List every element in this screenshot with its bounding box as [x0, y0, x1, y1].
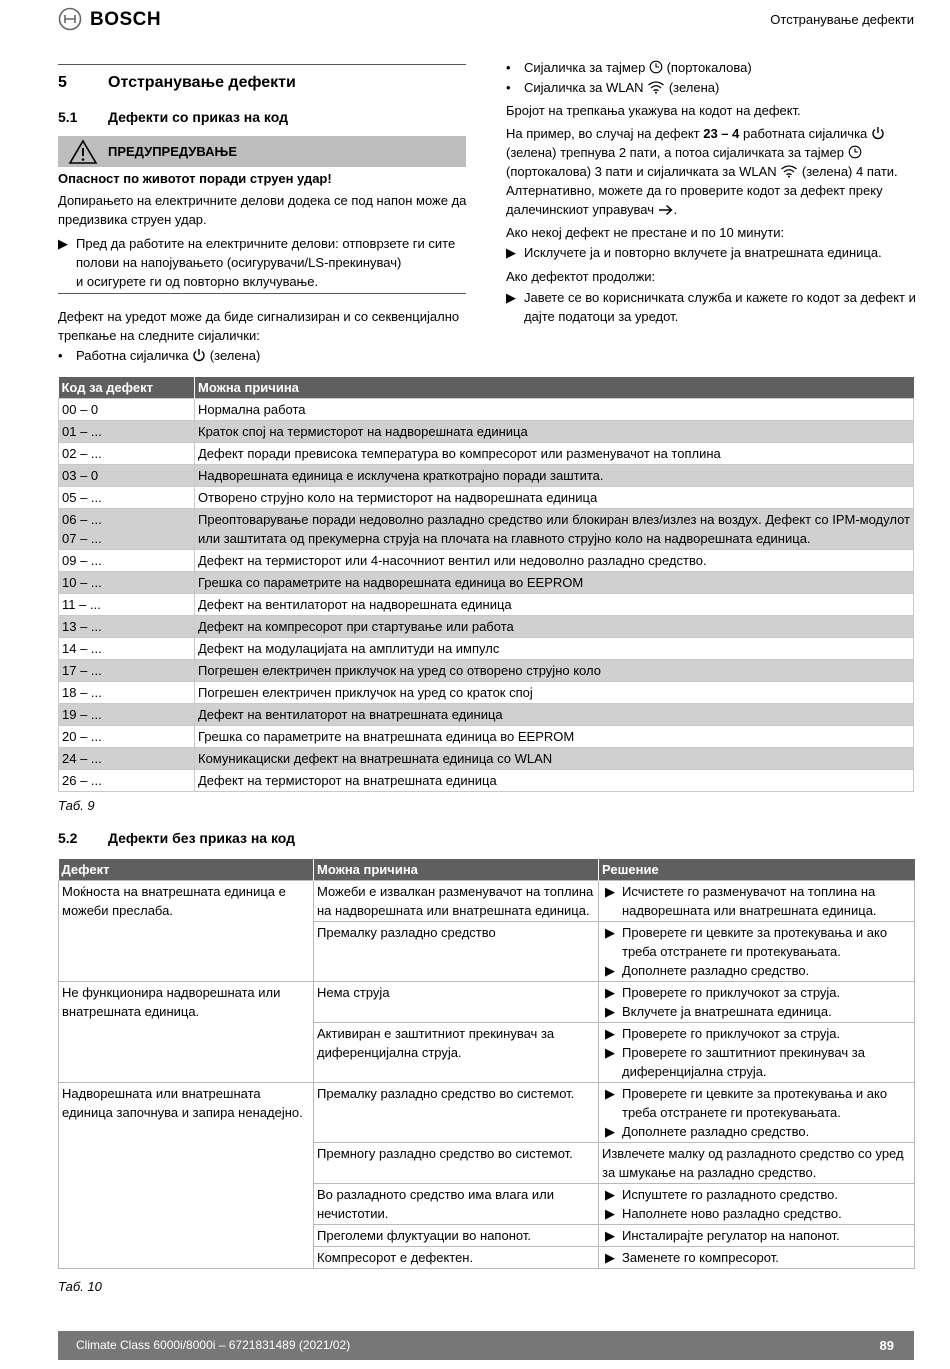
solution-cell: Извлечете малку од разладното средство со уред за шмукање на разладно средство.: [599, 1143, 915, 1184]
fault-code: 11 – ...: [59, 594, 195, 616]
fault-no-code-table: [58, 859, 915, 1269]
wlan-icon: [647, 80, 665, 94]
wlan-icon: [780, 164, 798, 178]
warning-text: Допирањето на електричните делови додека се под напон може да предизвика струен удар.: [58, 193, 467, 227]
solution-cell: ▶ Заменете го компресорот.: [599, 1247, 915, 1269]
section-rule: [58, 64, 466, 65]
solution-cell: ▶ Проверете го приклучокот за струја. ▶ Проверете го заштитниот прекинувач за диференцијална струја.: [599, 1023, 915, 1083]
fault-code: 24 – ...: [59, 748, 195, 770]
solution-cell: ▶ Проверете го приклучокот за струја. ▶ Вклучете ја внатрешната единица.: [599, 982, 915, 1023]
warning-end-rule: [58, 293, 466, 294]
fault-code: 02 – ...: [59, 443, 195, 465]
lamp-timer-item: • Сијаличка за тајмер (портокалова): [506, 60, 752, 75]
lamp-work-item: • Работна сијаличка (зелена): [58, 348, 261, 363]
table-row: [59, 704, 914, 726]
table-row: [59, 881, 915, 922]
section-5-1-heading: 5.1 Дефекти со приказ на код: [58, 109, 289, 125]
fault-cause: Дефект на компресорот при стартување или работа: [195, 616, 914, 638]
table-row: [59, 443, 914, 465]
column-header-code: Код за дефект: [59, 377, 195, 399]
table-row: [59, 748, 914, 770]
fault-code: 10 – ...: [59, 572, 195, 594]
lamp-wlan-item: • Сијаличка за WLAN (зелена): [506, 80, 720, 95]
table-row: [59, 770, 914, 792]
table-row: [59, 550, 914, 572]
power-icon: [192, 348, 206, 362]
fault-code: 26 – ...: [59, 770, 195, 792]
timer-icon: [649, 60, 663, 74]
if-persist-text: Ако некој дефект не престане и по 10 минути:: [506, 225, 785, 240]
warning-headline: Опасност по животот поради струен удар!: [58, 171, 332, 186]
fault-code: 13 – ...: [59, 616, 195, 638]
table-row: [59, 682, 914, 704]
table-9-caption: Таб. 9: [58, 798, 95, 813]
solution-cell: ▶ Испуштете го разладното средство. ▶ Наполнете ново разладно средство.: [599, 1184, 915, 1225]
fault-code: 20 – ...: [59, 726, 195, 748]
column-header-cause: Можна причина: [314, 859, 599, 881]
solution-cell: ▶ Исчистете го разменувачот на топлина на надворешната или внатрешната единица.: [599, 881, 915, 922]
step-restart: ▶ Исклучете ја и повторно вклучете ја внатрешната единица.: [506, 245, 882, 260]
fault-cause: Комуникациски дефект на внатрешната единица со WLAN: [195, 748, 914, 770]
table-row: [59, 572, 914, 594]
fault-cause: Дефект поради превисока температура во компресорот или разменувачот на топлина: [195, 443, 914, 465]
table-row: [59, 660, 914, 682]
table-row: [59, 465, 914, 487]
footer-bar: [58, 1331, 914, 1360]
fault-cause: Погрешен електричен приклучок на уред со отворено струјно коло: [195, 660, 914, 682]
intro-line-2: трепкање на следните сијалички:: [58, 328, 260, 343]
fault-code: 06 – ... 07 – ...: [59, 509, 195, 550]
fault-code: 00 – 0: [59, 399, 195, 421]
section-5-2-heading: 5.2 Дефекти без приказ на код: [58, 830, 296, 846]
table-row: [59, 982, 915, 1023]
intro-line-1: Дефект на уредот може да биде сигнализиран и со секвенцијално: [58, 309, 460, 324]
fault-cause: Преоптоварување поради недоволно разладно средство или блокиран влез/излез на воздух. Дефект со IPM-модулот или заштитата од прекумерна струја на плочата на главното струјно коло на надворешната единица.: [195, 509, 914, 550]
solution-cell: ▶ Инсталирајте регулатор на напонот.: [599, 1225, 915, 1247]
table-10-caption: Таб. 10: [58, 1279, 102, 1294]
defect-cell: Не функционира надворешната или внатрешната единица.: [59, 982, 314, 1083]
fault-code: 19 – ...: [59, 704, 195, 726]
example-paragraph: На пример, во случај на дефект 23 – 4 работната сијаличка (зелена) трепнува 2 пати, а потоа сијаличката за тајмер (портокалова) 3 пати и сијаличката за WLAN (зелена) 4 пати. Алтернативно, можете да го проверите кодот за дефект преку далечинскиот управувач .: [506, 126, 898, 217]
blink-text: Бројот на трепкања укажува на кодот на дефект.: [506, 103, 801, 118]
fault-code: 05 – ...: [59, 487, 195, 509]
column-header-solution: Решение: [599, 859, 915, 881]
fault-cause: Надворешната единица е исклучена краткотрајно поради заштита.: [195, 465, 914, 487]
table-row: [59, 594, 914, 616]
cause-cell: Нема струја: [314, 982, 599, 1023]
warning-step: ▶ Пред да работите на електричните делови: отповрзете ги сите полови на напојувањето (осигурувачи/LS-прекинувач) и осигурете ги од повторно вклучување.: [58, 236, 456, 289]
table-row: [59, 399, 914, 421]
power-icon: [871, 126, 885, 140]
fault-code: 01 – ...: [59, 421, 195, 443]
cause-cell: Во разладното средство има влага или нечистотии.: [314, 1184, 599, 1225]
step-call-service: ▶ Јавете се во корисничката служба и кажете го кодот за дефект и дајте податоци за уредот.: [506, 290, 916, 324]
table-row: [59, 726, 914, 748]
warning-triangle-icon: [68, 139, 98, 165]
table-header-row: [59, 377, 914, 399]
column-header-defect: Дефект: [59, 859, 314, 881]
table-header-row: [59, 859, 915, 881]
fault-code: 17 – ...: [59, 660, 195, 682]
fault-cause: Дефект на вентилаторот на надворешната единица: [195, 594, 914, 616]
section-5-heading: 5 Отстранување дефекти: [58, 74, 296, 91]
fault-cause: Дефект на термисторот на внатрешната единица: [195, 770, 914, 792]
fault-code: 09 – ...: [59, 550, 195, 572]
fault-cause: Погрешен електричен приклучок на уред со краток спој: [195, 682, 914, 704]
fault-code: 18 – ...: [59, 682, 195, 704]
fault-code: 14 – ...: [59, 638, 195, 660]
cause-cell: Премалку разладно средство во системот.: [314, 1083, 599, 1143]
fault-cause: Грешка со параметрите на надворешната единица во EEPROM: [195, 572, 914, 594]
fault-code-table: [58, 377, 914, 792]
column-header-cause: Можна причина: [195, 377, 914, 399]
defect-cell: Надворешната или внатрешната единица започнува и запира ненадејно.: [59, 1083, 314, 1269]
table-row: [59, 487, 914, 509]
fault-cause: Грешка со параметрите на внатрешната единица во EEPROM: [195, 726, 914, 748]
fault-cause: Дефект на модулацијата на амплитуди на импулс: [195, 638, 914, 660]
cause-cell: Премалку разладно средство: [314, 922, 599, 982]
cause-cell: Премногу разладно средство во системот.: [314, 1143, 599, 1184]
solution-cell: ▶ Проверете ги цевките за протекувања и ако треба отстранете ги протекувањата. ▶ Дополнете разладно средство.: [599, 1083, 915, 1143]
table-row: [59, 616, 914, 638]
table-row: [59, 421, 914, 443]
fault-cause: Дефект на вентилаторот на внатрешната единица: [195, 704, 914, 726]
timer-icon: [848, 145, 862, 159]
table-row: [59, 509, 914, 550]
solution-cell: ▶ Проверете ги цевките за протекувања и ако треба отстранете ги протекувањата. ▶ Дополнете разладно средство.: [599, 922, 915, 982]
warning-label: ПРЕДУПРЕДУВАЊЕ: [108, 144, 237, 159]
cause-cell: Преголеми флуктуации во напонот.: [314, 1225, 599, 1247]
bosch-armature-icon: [58, 7, 82, 31]
footer-document-id: Climate Class 6000i/8000i – 6721831489 (2021/02): [76, 1338, 351, 1352]
running-title: Отстранување дефекти: [770, 12, 914, 27]
table-row: [59, 638, 914, 660]
cause-cell: Компресорот е дефектен.: [314, 1247, 599, 1269]
cause-cell: Активиран е заштитниот прекинувач за диференцијална струја.: [314, 1023, 599, 1083]
warning-banner: [58, 136, 466, 167]
fault-cause: Отворено струјно коло на термисторот на надворешната единица: [195, 487, 914, 509]
if-continue-text: Ако дефектот продолжи:: [506, 269, 656, 284]
fault-cause: Дефект на термисторот или 4-насочниот вентил или недоволно разладно средство.: [195, 550, 914, 572]
fault-cause: Краток спој на термисторот на надворешната единица: [195, 421, 914, 443]
page-number: 89: [879, 1338, 894, 1353]
table-row: [59, 1083, 915, 1143]
arrow-right-icon: [658, 204, 674, 216]
fault-code: 03 – 0: [59, 465, 195, 487]
bosch-logo: [58, 7, 161, 31]
cause-cell: Можеби е извалкан разменувачот на топлина на надворешната или внатрешната единица.: [314, 881, 599, 922]
fault-cause: Нормална работа: [195, 399, 914, 421]
brand-name: BOSCH: [90, 8, 162, 30]
defect-cell: Моќноста на внатрешната единица е можеби преслаба.: [59, 881, 314, 982]
